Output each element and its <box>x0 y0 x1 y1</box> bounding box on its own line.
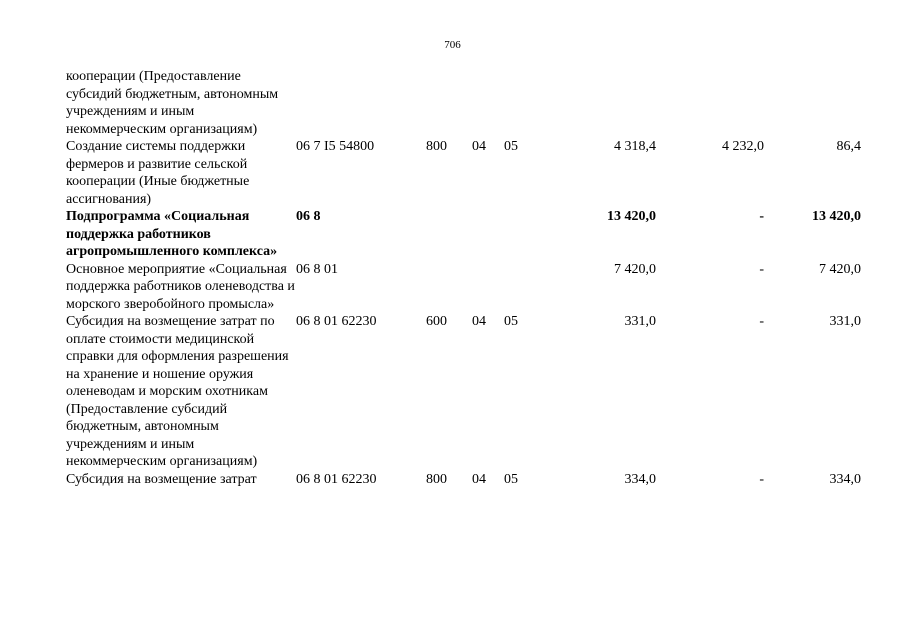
page-number: 706 <box>444 39 461 51</box>
row-code: 06 8 01 62230 <box>296 314 377 329</box>
table-body <box>66 68 861 488</box>
row-expense-type <box>426 68 472 138</box>
row-section: 04 <box>472 314 486 329</box>
row-expense-type <box>426 261 472 314</box>
row-code: 06 8 01 <box>296 261 338 277</box>
table-row <box>66 138 861 208</box>
row-federal: - <box>759 471 764 487</box>
row-section <box>472 68 504 138</box>
row-federal: - <box>759 314 764 329</box>
row-total: 331,0 <box>624 314 656 329</box>
row-section <box>472 261 504 314</box>
row-name: Основное мероприятие «Социальная поддержка работников оленеводства и морского зверобойного промысла» <box>66 261 295 312</box>
row-section <box>472 208 504 261</box>
row-regional: 331,0 <box>829 314 861 329</box>
row-name: кооперации (Предоставление субсидий бюджетным, автономным учреждениям и иным некоммерческим организациям) <box>66 69 279 137</box>
row-subsection <box>504 261 534 314</box>
row-total: 7 420,0 <box>614 261 656 277</box>
budget-table <box>66 68 861 488</box>
row-total: 13 420,0 <box>607 209 656 224</box>
row-subsection: 05 <box>504 139 518 154</box>
row-expense-type: 800 <box>426 471 447 487</box>
row-subsection: 05 <box>504 314 518 329</box>
row-federal: 4 232,0 <box>722 139 764 154</box>
row-total: 334,0 <box>624 471 656 487</box>
row-expense-type: 600 <box>426 314 447 329</box>
row-regional: 7 420,0 <box>819 261 861 277</box>
row-total <box>534 68 656 138</box>
row-name: Создание системы поддержки фермеров и развитие сельской кооперации (Иные бюджетные ассигнования) <box>66 139 250 207</box>
table-row <box>66 68 861 138</box>
row-subsection <box>504 68 534 138</box>
table-row <box>66 261 861 314</box>
row-code: 06 8 <box>296 209 321 224</box>
row-total: 4 318,4 <box>614 139 656 154</box>
row-regional: 13 420,0 <box>812 209 861 224</box>
row-federal <box>656 68 764 138</box>
table-row <box>66 313 861 471</box>
row-name: Субсидия на возмещение затрат <box>66 471 257 487</box>
row-federal: - <box>759 209 764 224</box>
row-code: 06 7 I5 54800 <box>296 139 375 154</box>
row-section: 04 <box>472 139 486 154</box>
row-code: 06 8 01 62230 <box>296 471 377 487</box>
row-expense-type <box>426 208 472 261</box>
row-regional: 86,4 <box>836 139 861 154</box>
row-subsection <box>504 208 534 261</box>
row-code <box>296 68 426 138</box>
row-regional <box>764 68 861 138</box>
row-subsection: 05 <box>504 471 518 487</box>
row-section: 04 <box>472 471 486 487</box>
row-name: Подпрограмма «Социальная поддержка работников агропромышленного комплекса» <box>66 209 278 259</box>
row-federal: - <box>759 261 764 277</box>
table-row <box>66 208 861 261</box>
row-regional: 334,0 <box>829 471 861 487</box>
table-row <box>66 471 861 489</box>
row-name: Субсидия на возмещение затрат по оплате стоимости медицинской справки для оформления разрешения на хранение и ношение оружия оленеводам и морским охотникам (Предоставление субсидий бюджетным, автономным учреждениям и иным некоммерческим организациям) <box>66 314 289 469</box>
row-expense-type: 800 <box>426 139 447 154</box>
